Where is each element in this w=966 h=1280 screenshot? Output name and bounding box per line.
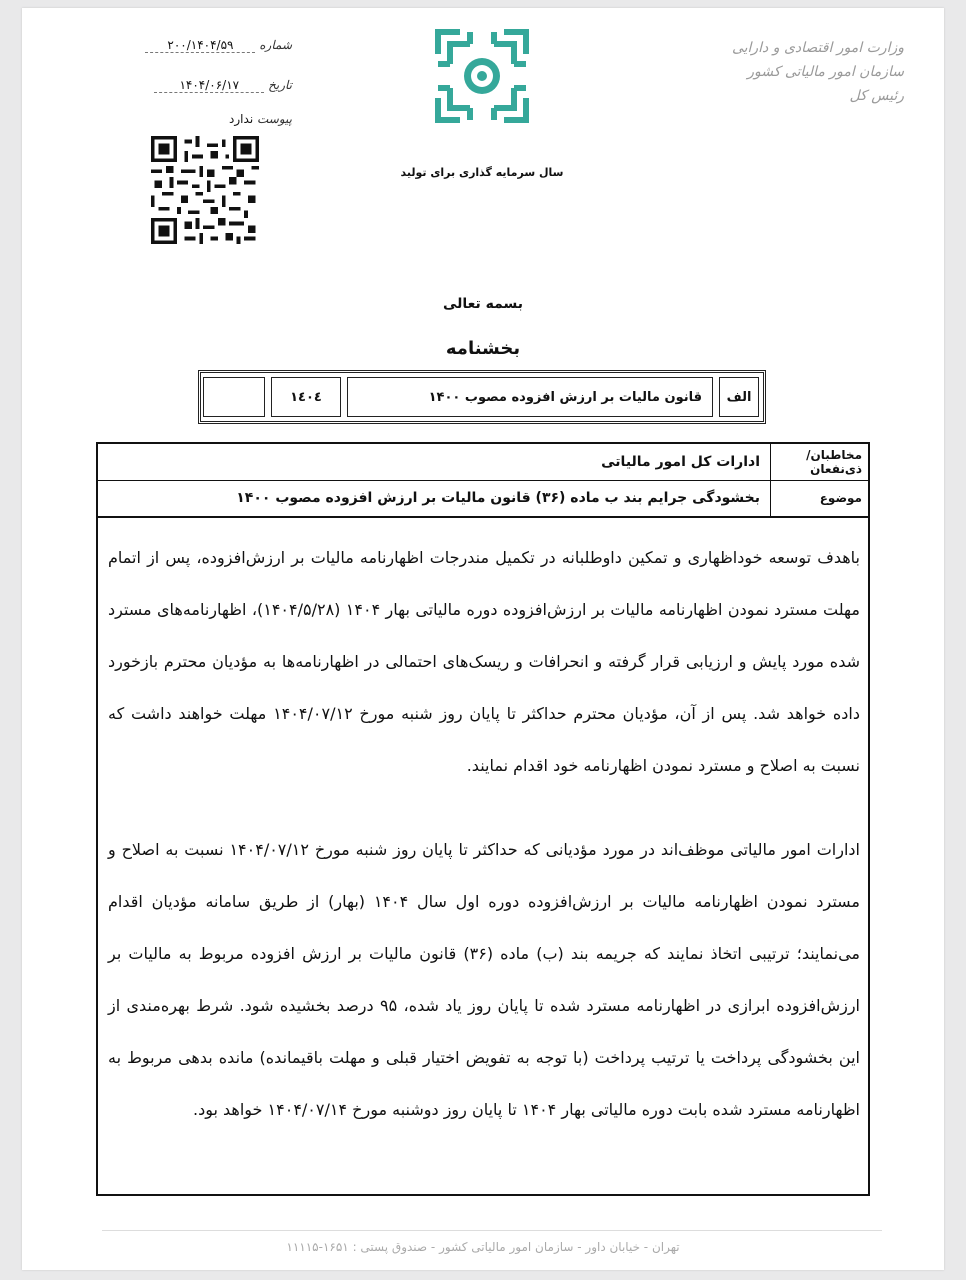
code-year-cell: ۱٤٠٤ xyxy=(271,377,341,417)
recipients-value: ادارات کل امور مالیاتی xyxy=(601,454,760,470)
ministry-line: سازمان امور مالیاتی کشور xyxy=(747,64,904,80)
recipients-row xyxy=(98,444,868,481)
circular-table xyxy=(96,442,870,1196)
besmellah-heading: بسمه تعالی xyxy=(442,296,524,312)
circular-code-box xyxy=(198,370,766,424)
letter-date-row xyxy=(142,78,292,93)
subject-value: بخشودگی جرایم بند ب ماده (۳۶) قانون مالیات بر ارزش افزوده مصوب ۱۴۰۰ xyxy=(236,490,760,506)
subject-label: موضوع xyxy=(770,480,868,516)
number-value: ۲۰۰/۱۴۰۴/۵۹ xyxy=(145,38,255,53)
subject-row xyxy=(98,480,868,518)
attachment-row xyxy=(142,112,292,126)
year-slogan: سال سرمایه گذاری برای تولید xyxy=(400,166,564,179)
code-number-cell xyxy=(203,377,265,417)
body-paragraph: ادارات امور مالیاتی موظف‌اند در مورد مؤدیانی که حداکثر تا پایان روز شنبه مورخ ۱۴۰۴/۰۷/۱۲ نسبت به اصلاح و مسترد نمودن اظهارنامه مالیات بر ارزش‌افزوده دوره اول سال ۱۴۰۴ (بهار) از طریق سامانه مؤدیان اقدام می‌نمایند؛ ترتیبی اتخاذ نمایند که جریمه بند (ب) ماده (۳۶) قانون مالیات بر ارزش افزوده مربوط به مالیات بر ارزش‌افزوده ابرازی در اظهارنامه مسترد شده تا پایان روز یاد شده، ۹۵ درصد بخشیده شود. شرط بهره‌مندی از این بخشودگی پرداخت یا ترتیب پرداخت (با توجه به تفویض اختیار قبلی و مهلت باقیمانده) مانده بدهی مربوط به اظهارنامه مسترد شده بابت دوره مالیاتی بهار ۱۴۰۴ تا پایان روز دوشنبه مورخ ۱۴۰۴/۰۷/۱۴ خواهد بود. xyxy=(108,840,861,1119)
code-series-cell: الف xyxy=(719,377,759,417)
body-paragraph: باهدف توسعه خوداظهاری و تمکین داوطلبانه در تکمیل مندرجات اظهارنامه مالیات بر ارزش‌افزوده، پس از اتمام مهلت مسترد نمودن اظهارنامه مالیات بر ارزش‌افزوده دوره مالیاتی بهار ۱۴۰۴ (۱۴۰۴/۵/۲۸)، اظهارنامه‌های مسترد شده مورد پایش و ارزیابی قرار گرفته و انحرافات و ریسک‌های احتمالی در اظهارنامه‌ها به مؤدیان محترم بازخورد داده خواهد شد. پس از آن، مؤدیان محترم حداکثر تا پایان روز شنبه مورخ ۱۴۰۴/۰۷/۱۲ مهلت خواهند داشت که نسبت به اصلاح و مسترد نمودن اظهارنامه خود اقدام نمایند. xyxy=(108,548,861,775)
date-value: ۱۴۰۴/۰۶/۱۷ xyxy=(154,78,264,93)
footer-address: تهران - خیابان داور - سازمان امور مالیاتی کشور - صندوق پستی : ۱۶۵۱-۱۱۱۱۵ xyxy=(286,1240,680,1254)
footer-divider xyxy=(102,1230,882,1231)
number-label: شماره xyxy=(259,38,292,52)
ministry-line: وزارت امور اقتصادی و دارایی xyxy=(731,40,904,56)
letter-sheet xyxy=(22,8,944,1270)
ministry-header xyxy=(704,36,904,108)
date-label: تاریخ xyxy=(268,78,292,92)
letter-number-row xyxy=(142,38,292,53)
code-law-cell: قانون مالیات بر ارزش افزوده مصوب ۱۴۰۰ xyxy=(347,377,713,417)
recipients-label: مخاطبان/ذی‌نفعان xyxy=(770,444,868,480)
attachment-value: ندارد xyxy=(229,112,254,126)
document-type-heading: بخشنامه xyxy=(445,338,521,359)
circular-body xyxy=(108,532,860,1136)
attachment-label: پیوست xyxy=(257,112,292,126)
tax-organization-logo xyxy=(430,24,534,128)
ministry-line: رئیس کل xyxy=(849,88,904,104)
qr-code xyxy=(148,136,262,244)
